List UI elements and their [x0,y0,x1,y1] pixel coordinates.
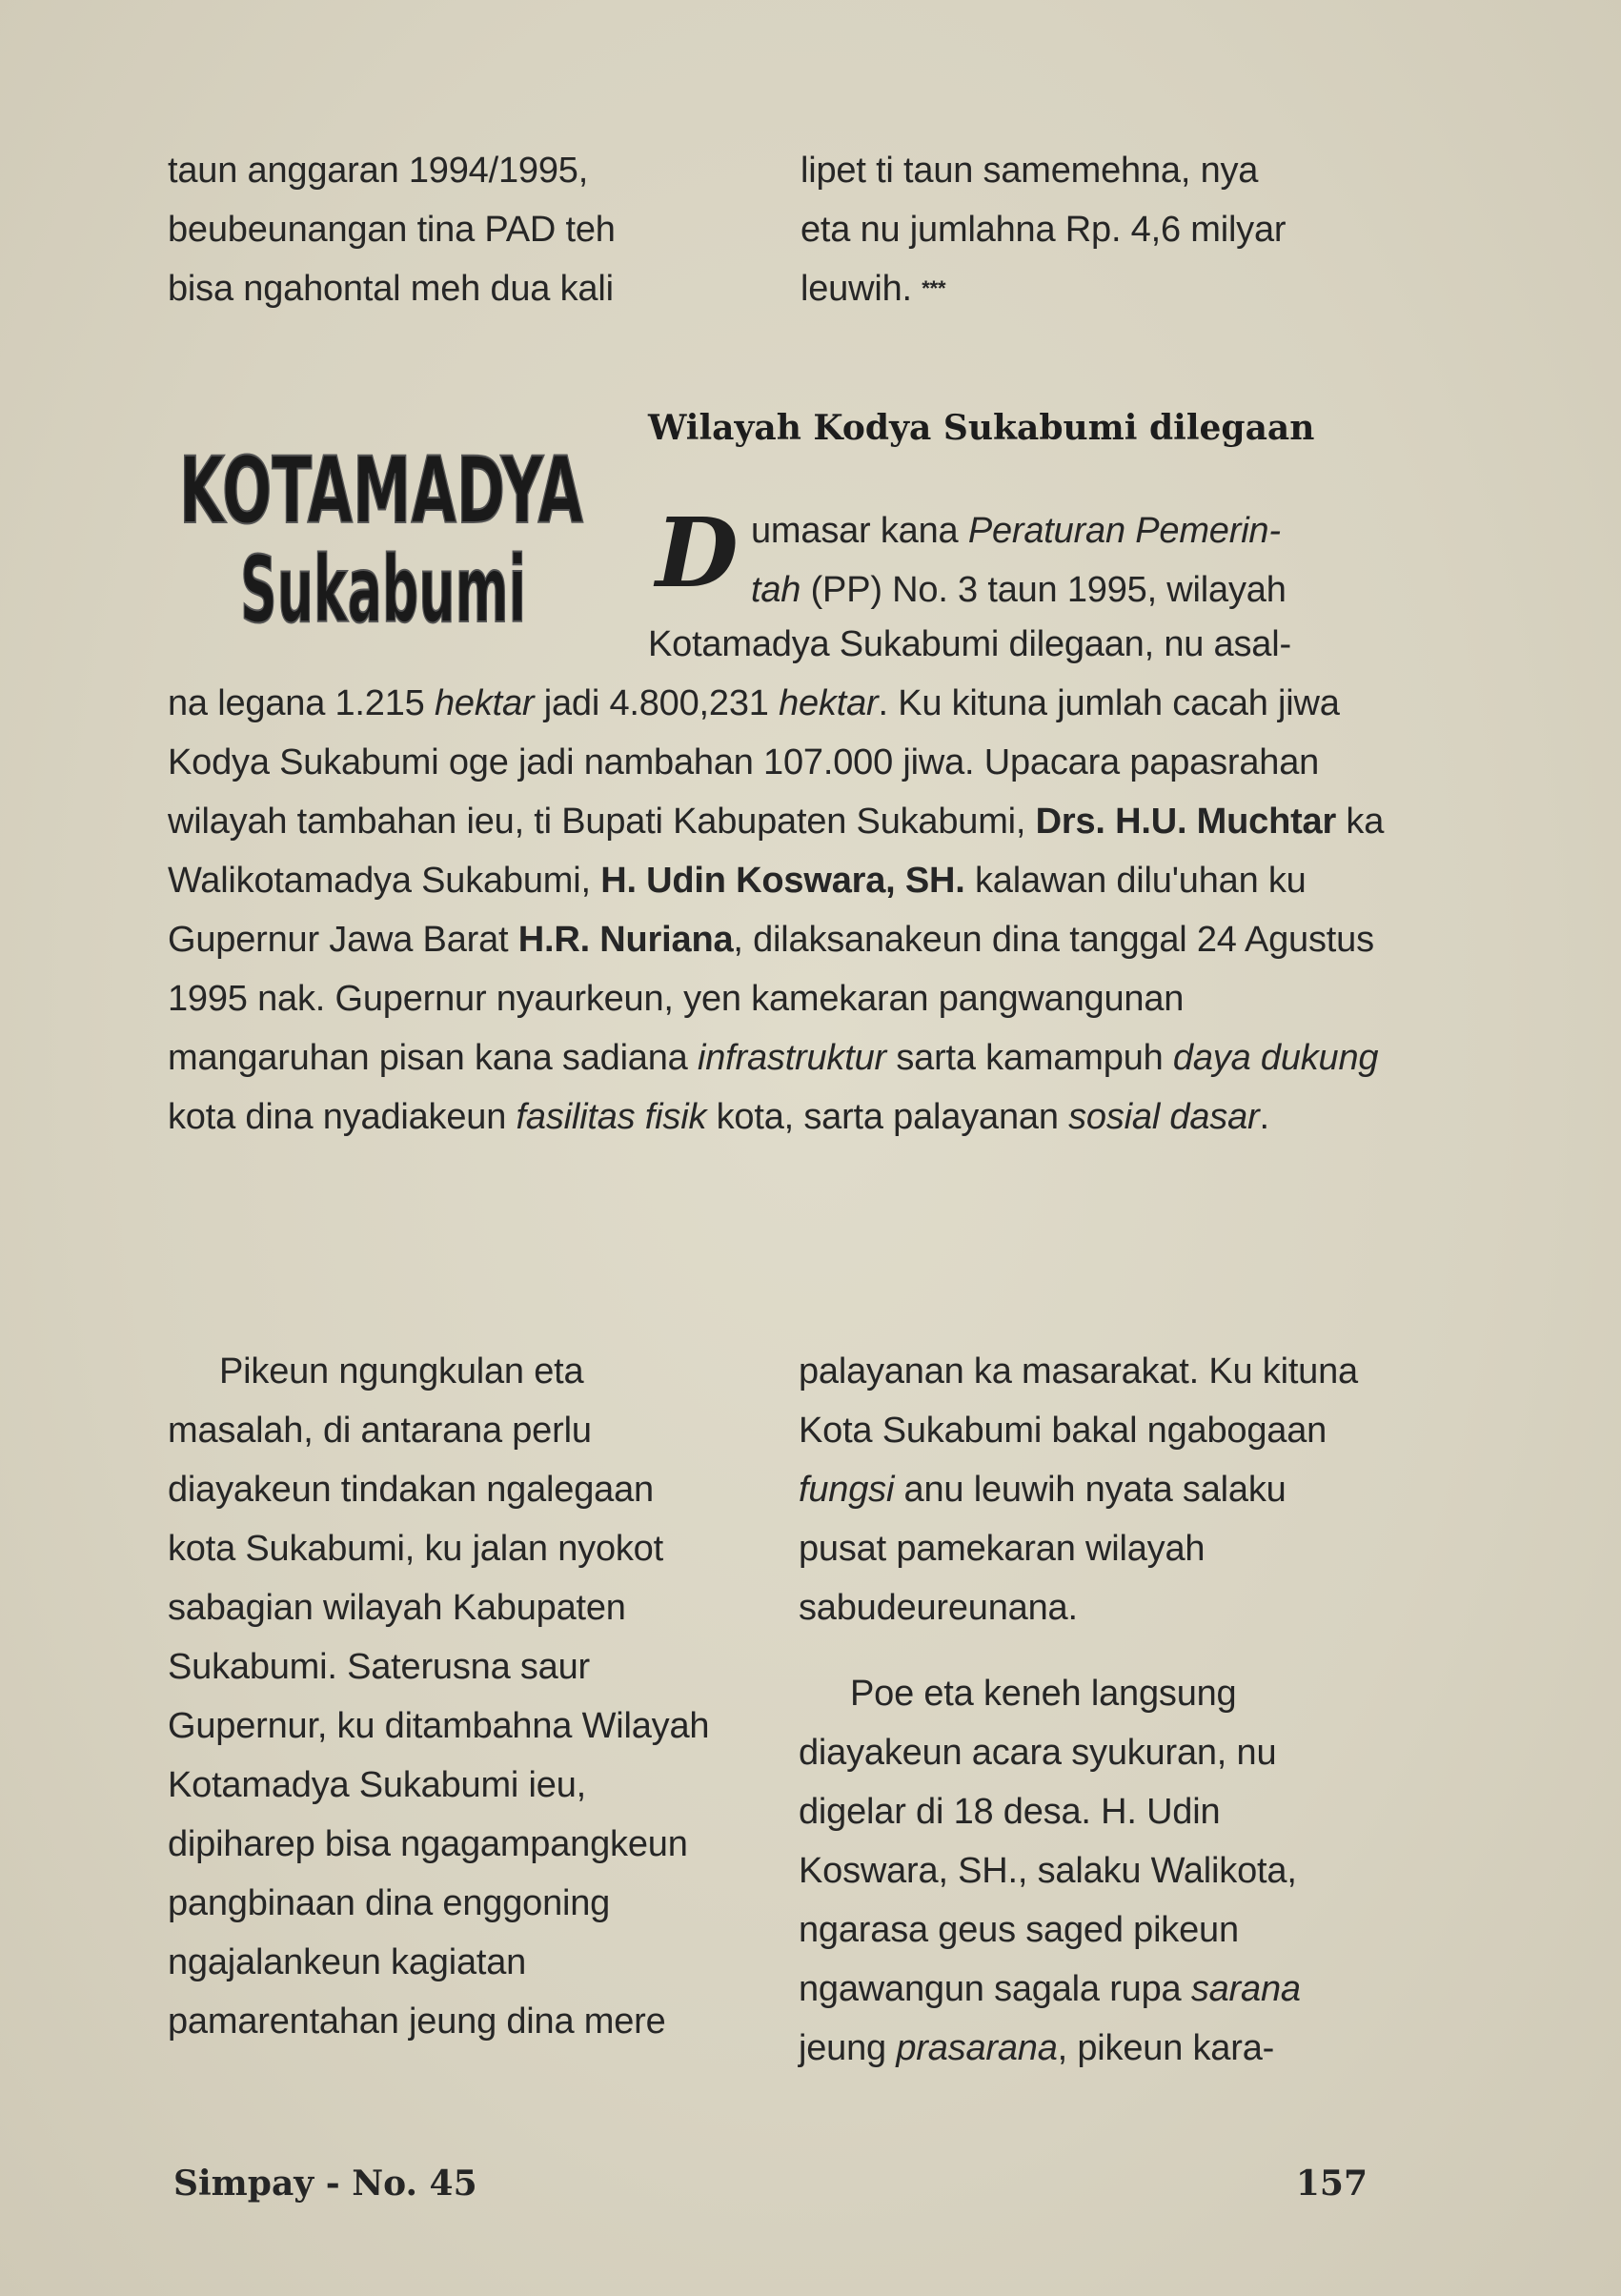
name-muchtar: Drs. H.U. Muchtar [1035,802,1337,842]
intro-line-2: tah (PP) No. 3 taun 1995, wilayah [751,570,1287,610]
text-line: lipet ti taun samemehna, nya [800,151,1259,191]
intro-line-1: umasar kana Peraturan Pemerin- [751,511,1281,551]
logo-line-1: KOTAMADYA [179,437,583,544]
text-line: leuwih. *** [800,269,946,309]
kotamadya-sukabumi-logo [173,427,593,646]
text-line: eta nu jumlahna Rp. 4,6 milyar [800,210,1287,250]
text-line: taun anggaran 1994/1995, [168,151,589,191]
lower-right-column [799,1342,1370,2078]
name-nuriana: H.R. Nuriana [517,920,734,960]
drop-cap [648,508,740,599]
end-mark: *** [922,276,946,300]
top-left-column [168,141,701,318]
text-line: bisa ngahontal meh dua kali [168,269,614,309]
section-heading: Wilayah Kodya Sukabumi dilegaan [648,408,1315,448]
name-koswara: H. Udin Koswara, SH. [600,861,965,901]
top-right-column [800,141,1391,318]
logo-line-2: Sukabumi [240,537,526,643]
paragraph: palayanan ka masarakat. Ku kituna Kota Sukabumi bakal ngabogaan fungsi anu leuwih nyata salaku pusat pamekaran wilayah sabudeureunana. [799,1351,1358,1628]
paragraph: Pikeun ngungkulan eta masalah, di antarana perlu diayakeun tindakan ngalegaan kota Sukabumi, ku jalan nyokot sabagian wilayah Kabupaten Sukabumi. Saterusna saur Gupernur, ku ditambahna Wilayah Kotamadya Sukabumi ieu, dipiharep bisa ngagampangkeun pangbinaan dina enggoning ngajalankeun kagiatan pamarentahan jeung dina mere [168,1351,710,2042]
main-paragraph: na legana 1.215 hektar jadi 4.800,231 hektar. Ku kituna jumlah cacah jiwa Kodya Sukabumi oge jadi nambahan 107.000 jiwa. Upacara papasrahan wilayah tambahan ieu, ti Bupati Kabupaten Sukabumi, Drs. H.U. Muchtar ka Walikotamadya Sukabumi, H. Udin Koswara, SH. kalawan dilu'uhan ku Gupernur Jawa Barat H.R. Nuriana, dilaksanakeun dina tanggal 24 Agustus 1995 nak. Gupernur nyaurkeun, yen kamekaran pangwangunan mangaruhan pisan kana sadiana infrastruktur sarta kamampuh daya dukung kota dina nyadiakeun fasilitas fisik kota, sarta palayanan sosial dasar. [168,683,1385,1137]
paragraph: Poe eta keneh langsung diayakeun acara syukuran, nu digelar di 18 desa. H. Udin Koswara, SH., salaku Walikota, ngarasa geus saged pikeun ngawangun sagala rupa sarana jeung prasarana, pikeun kara- [799,1674,1301,2068]
intro-line-3: Kotamadya Sukabumi dilegaan, nu asal- [648,624,1291,664]
svg-text:D: D [656,508,739,599]
page-number: 157 [1295,2164,1368,2204]
lower-left-column [168,1342,711,2051]
text-line: beubeunangan tina PAD teh [168,210,616,250]
footer-title: Simpay - No. 45 [173,2164,477,2204]
